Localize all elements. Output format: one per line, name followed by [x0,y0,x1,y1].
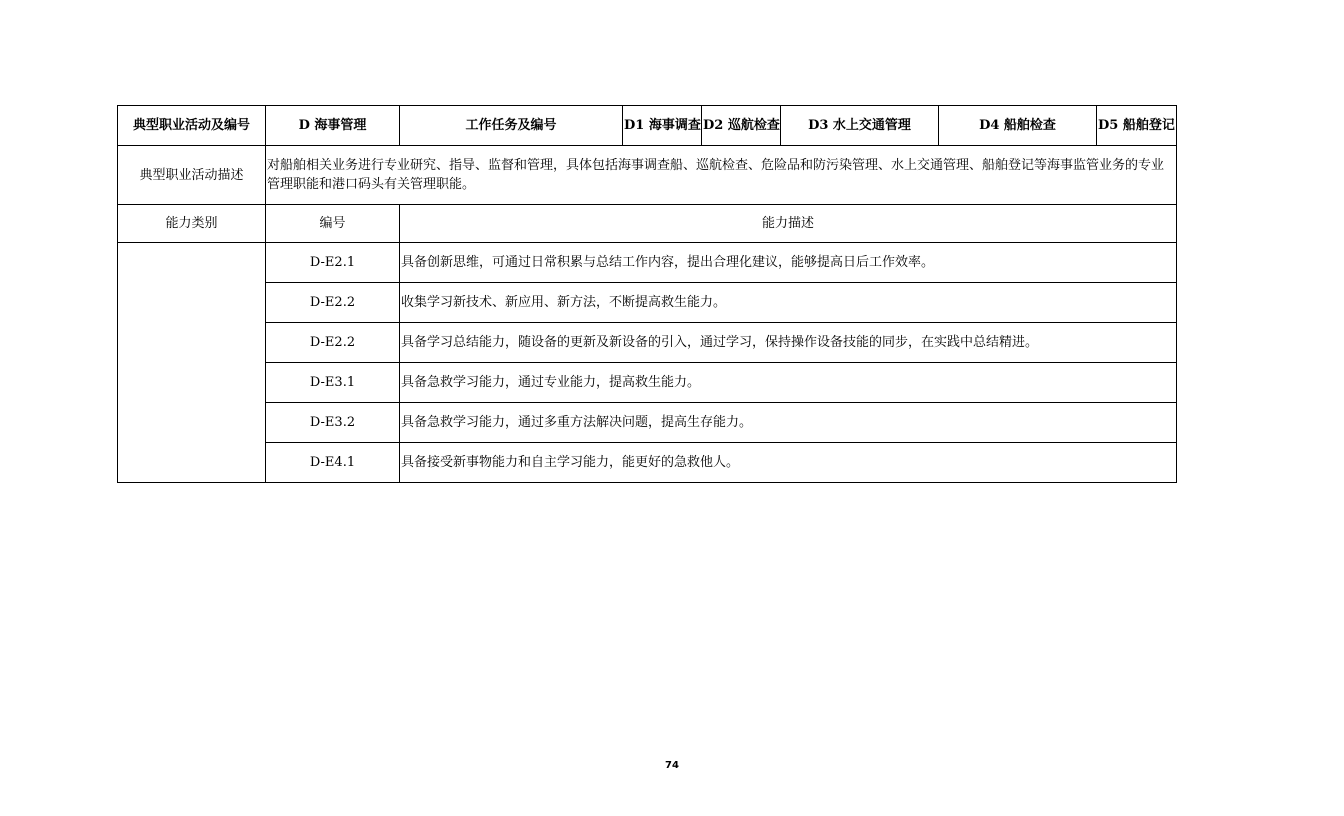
task-d1: D1 海事调查 [623,106,702,146]
row-code: D-E2.1 [266,243,400,283]
category-column-header: 能力类别 [118,205,266,243]
ability-column-header: 能力描述 [400,205,1177,243]
row-description: 具备急救学习能力，通过专业能力，提高救生能力。 [400,363,1177,403]
table-row [118,323,1177,363]
description-row [118,146,1177,205]
category-cell [118,243,266,483]
row-description: 收集学习新技术、新应用、新方法，不断提高救生能力。 [400,283,1177,323]
task-d5: D5 船舶登记 [1097,106,1177,146]
row-description: 具备急救学习能力，通过多重方法解决问题，提高生存能力。 [400,403,1177,443]
row-code: D-E3.1 [266,363,400,403]
ability-table [117,105,1177,483]
table-row [118,243,1177,283]
row-code: D-E2.2 [266,283,400,323]
column-header-row [118,205,1177,243]
table-row [118,283,1177,323]
row-code: D-E4.1 [266,443,400,483]
page-number: 74 [665,760,679,771]
description-label: 典型职业活动描述 [118,146,266,205]
task-d3: D3 水上交通管理 [781,106,939,146]
task-d2: D2 巡航检查 [702,106,781,146]
header-row [118,106,1177,146]
table-row [118,443,1177,483]
row-description: 具备创新思维，可通过日常积累与总结工作内容，提出合理化建议，能够提高日后工作效率。 [400,243,1177,283]
activity-value: D 海事管理 [266,106,400,146]
description-text: 对船舶相关业务进行专业研究、指导、监督和管理，具体包括海事调查船、巡航检查、危险品和防污染管理、水上交通管理、船舶登记等海事监管业务的专业管理职能和港口码头有关管理职能。 [266,146,1177,205]
task-d4: D4 船舶检查 [939,106,1097,146]
row-code: D-E3.2 [266,403,400,443]
table-row [118,403,1177,443]
row-code: D-E2.2 [266,323,400,363]
activity-label: 典型职业活动及编号 [118,106,266,146]
row-description: 具备学习总结能力，随设备的更新及新设备的引入，通过学习，保持操作设备技能的同步，在实践中总结精进。 [400,323,1177,363]
code-column-header: 编号 [266,205,400,243]
tasks-label: 工作任务及编号 [400,106,623,146]
table-row [118,363,1177,403]
row-description: 具备接受新事物能力和自主学习能力，能更好的急救他人。 [400,443,1177,483]
